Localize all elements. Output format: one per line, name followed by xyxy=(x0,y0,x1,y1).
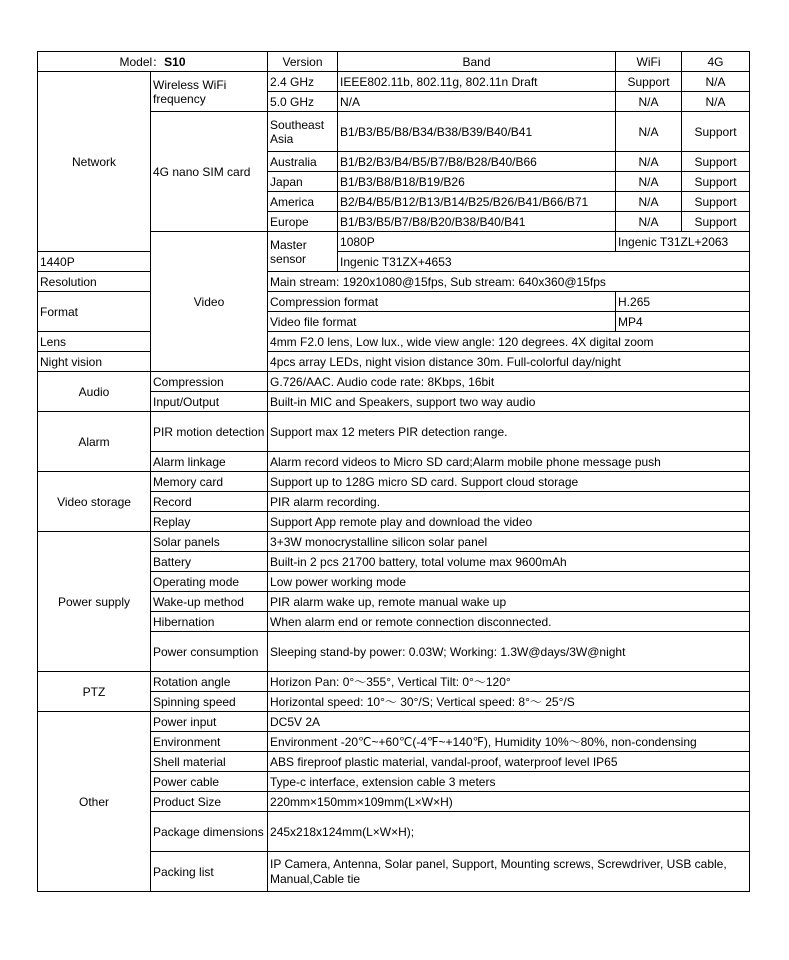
value-cell: MP4 xyxy=(616,312,750,332)
row-label: Product Size xyxy=(151,792,268,812)
category-ptz: PTZ xyxy=(38,672,151,712)
value-cell: Main stream: 1920x1080@15fps, Sub stream: 640x360@15fps xyxy=(268,272,750,292)
model-header xyxy=(38,52,268,72)
table-row xyxy=(38,412,750,452)
wifi-cell: N/A xyxy=(616,92,682,112)
row-label-resolution: Resolution xyxy=(38,272,151,292)
value-cell: Support up to 128G micro SD card. Support cloud storage xyxy=(268,472,750,492)
band-cell: B1/B3/B5/B8/B34/B38/B39/B40/B41 xyxy=(338,112,616,152)
table-row xyxy=(38,372,750,392)
category-other: Other xyxy=(38,712,151,892)
category-video-storage: Video storage xyxy=(38,472,151,532)
4g-cell: N/A xyxy=(682,92,750,112)
row-label: Hibernation xyxy=(151,612,268,632)
value-cell: 220mm×150mm×109mm(L×W×H) xyxy=(268,792,750,812)
wifi-cell: N/A xyxy=(616,192,682,212)
value-cell: Low power working mode xyxy=(268,572,750,592)
row-label-lens: Lens xyxy=(38,332,151,352)
value-cell: Ingenic T31ZX+4653 xyxy=(338,252,750,272)
band-cell: B1/B2/B3/B4/B5/B7/B8/B28/B40/B66 xyxy=(338,152,616,172)
4g-cell: Support xyxy=(682,112,750,152)
row-label: Packing list xyxy=(151,852,268,892)
category-network: Network xyxy=(38,72,151,252)
version-cell: Australia xyxy=(268,152,338,172)
wifi-header: WiFi xyxy=(616,52,682,72)
table-row xyxy=(38,72,750,92)
version-cell: 2.4 GHz xyxy=(268,72,338,92)
row-label: Input/Output xyxy=(151,392,268,412)
row-label: Environment xyxy=(151,732,268,752)
4g-cell: Support xyxy=(682,192,750,212)
category-alarm: Alarm xyxy=(38,412,151,472)
value-cell: PIR alarm wake up, remote manual wake up xyxy=(268,592,750,612)
table-row xyxy=(38,272,750,292)
row-label: Power cable xyxy=(151,772,268,792)
value-cell: Sleeping stand-by power: 0.03W; Working: 1.3W@days/3W@night xyxy=(268,632,750,672)
value-cell: Alarm record videos to Micro SD card;Alarm mobile phone message push xyxy=(268,452,750,472)
row-label: Replay xyxy=(151,512,268,532)
spec-table xyxy=(37,51,750,892)
table-row xyxy=(38,252,750,272)
band-cell: B1/B3/B8/B18/B19/B26 xyxy=(338,172,616,192)
row-label: PIR motion detection xyxy=(151,412,268,452)
value-cell: Built-in 2 pcs 21700 battery, total volume max 9600mAh xyxy=(268,552,750,572)
value-cell: 245x218x124mm(L×W×H); xyxy=(268,812,750,852)
value-cell: PIR alarm recording. xyxy=(268,492,750,512)
version-header: Version xyxy=(268,52,338,72)
value-cell: 4pcs array LEDs, night vision distance 30m. Full-colorful day/night xyxy=(268,352,750,372)
value-cell: G.726/AAC. Audio code rate: 8Kbps, 16bit xyxy=(268,372,750,392)
4g-cell: N/A xyxy=(682,72,750,92)
value-cell: Ingenic T31ZL+2063 xyxy=(616,232,750,252)
table-row xyxy=(38,472,750,492)
band-cell: IEEE802.11b, 802.11g, 802.11n Draft xyxy=(338,72,616,92)
value-cell: When alarm end or remote connection disconnected. xyxy=(268,612,750,632)
version-cell: Europe xyxy=(268,212,338,232)
4g-cell: Support xyxy=(682,152,750,172)
value-cell: DC5V 2A xyxy=(268,712,750,732)
4g-cell: Support xyxy=(682,172,750,192)
wifi-cell: N/A xyxy=(616,112,682,152)
version-cell: 5.0 GHz xyxy=(268,92,338,112)
4g-cell: Support xyxy=(682,212,750,232)
version-cell: 1440P xyxy=(38,252,151,272)
format-name-cell: Compression format xyxy=(268,292,616,312)
table-row xyxy=(38,672,750,692)
wifi-cell: Support xyxy=(616,72,682,92)
4g-header: 4G xyxy=(682,52,750,72)
version-cell: America xyxy=(268,192,338,212)
row-label-sim-card: 4G nano SIM card xyxy=(151,112,268,232)
row-label-format: Format xyxy=(38,292,151,332)
band-cell: N/A xyxy=(338,92,616,112)
row-label: Rotation angle xyxy=(151,672,268,692)
category-video: Video xyxy=(151,232,268,372)
row-label: Operating mode xyxy=(151,572,268,592)
value-cell: Support max 12 meters PIR detection range. xyxy=(268,412,750,452)
row-label: Shell material xyxy=(151,752,268,772)
value-cell: 4mm F2.0 lens, Low lux., wide view angle: 120 degrees. 4X digital zoom xyxy=(268,332,750,352)
row-label: Compression xyxy=(151,372,268,392)
row-label: Alarm linkage xyxy=(151,452,268,472)
value-cell: IP Camera, Antenna, Solar panel, Support, Mounting screws, Screwdriver, USB cable, Manual,Cable tie xyxy=(268,852,750,892)
band-header: Band xyxy=(338,52,616,72)
row-label: Spinning speed xyxy=(151,692,268,712)
format-name-cell: Video file format xyxy=(268,312,616,332)
row-label: Solar panels xyxy=(151,532,268,552)
table-row xyxy=(38,712,750,732)
model-value: S10 xyxy=(164,54,186,69)
value-cell: Type-c interface, extension cable 3 meters xyxy=(268,772,750,792)
row-label: Power consumption xyxy=(151,632,268,672)
band-cell: B1/B3/B5/B7/B8/B20/B38/B40/B41 xyxy=(338,212,616,232)
row-label: Wake-up method xyxy=(151,592,268,612)
table-row xyxy=(38,532,750,552)
value-cell: Horizontal speed: 10°～ 30°/S; Vertical speed: 8°～ 25°/S xyxy=(268,692,750,712)
version-cell: Japan xyxy=(268,172,338,192)
value-cell: Environment -20℃~+60℃(-4℉~+140℉), Humidity 10%～80%, non-condensing xyxy=(268,732,750,752)
value-cell: ABS fireproof plastic material, vandal-proof, waterproof level IP65 xyxy=(268,752,750,772)
version-cell: Southeast Asia xyxy=(268,112,338,152)
version-cell: 1080P xyxy=(338,232,616,252)
value-cell: Support App remote play and download the video xyxy=(268,512,750,532)
row-label-night-vision: Night vision xyxy=(38,352,151,372)
header-row xyxy=(38,52,750,72)
wifi-cell: N/A xyxy=(616,172,682,192)
category-audio: Audio xyxy=(38,372,151,412)
table-row xyxy=(38,332,750,352)
row-label-master-sensor: Master sensor xyxy=(268,232,338,272)
row-label-wifi-frequency: Wireless WiFi frequency xyxy=(151,72,268,112)
wifi-cell: N/A xyxy=(616,212,682,232)
row-label: Power input xyxy=(151,712,268,732)
value-cell: H.265 xyxy=(616,292,750,312)
value-cell: Built-in MIC and Speakers, support two way audio xyxy=(268,392,750,412)
table-row xyxy=(38,352,750,372)
row-label: Memory card xyxy=(151,472,268,492)
value-cell: 3+3W monocrystalline silicon solar panel xyxy=(268,532,750,552)
row-label: Package dimensions xyxy=(151,812,268,852)
row-label: Record xyxy=(151,492,268,512)
model-label: Model： xyxy=(119,54,165,69)
band-cell: B2/B4/B5/B12/B13/B14/B25/B26/B41/B66/B71 xyxy=(338,192,616,212)
wifi-cell: N/A xyxy=(616,152,682,172)
table-row xyxy=(38,292,750,312)
row-label: Battery xyxy=(151,552,268,572)
category-power-supply: Power supply xyxy=(38,532,151,672)
value-cell: Horizon Pan: 0°～355°, Vertical Tilt: 0°～120° xyxy=(268,672,750,692)
